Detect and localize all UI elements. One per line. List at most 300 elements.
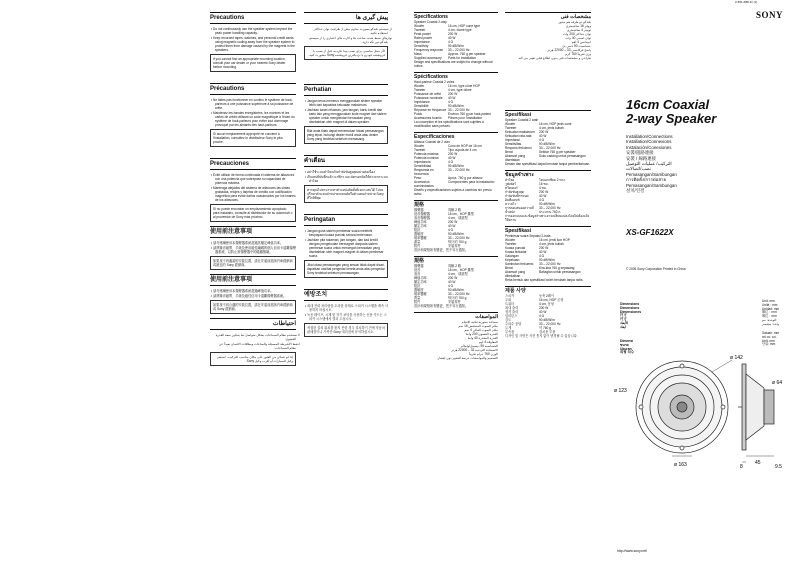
unit-label: الوحدة: مم xyxy=(762,317,777,322)
spec-key: Poids xyxy=(414,112,422,116)
product-title xyxy=(626,98,716,126)
dim-64: ø 64 xyxy=(772,380,783,386)
spec-key: 스피커 xyxy=(505,294,515,298)
spec-key: Aksesori yang dibekalkan xyxy=(505,270,526,278)
spec-line: مكبر الصوت العالي 4 سم xyxy=(464,328,498,332)
spec-list xyxy=(414,84,498,120)
unit-label: หน่วย: มม. xyxy=(762,334,777,339)
spec-key: 揚聲器 xyxy=(414,264,424,268)
sony-logo: SONY xyxy=(756,10,784,20)
spec-line: توییتر 4 سانتیمتری xyxy=(566,28,591,32)
spec-value: ประมาณ 760 ก. xyxy=(539,210,562,214)
dim-9-5: 9.5 xyxy=(775,464,782,470)
spec-line: الاستجابة الترددية 33 – 22000 هرتز xyxy=(451,348,498,352)
spec-key: Tweeter xyxy=(505,242,517,246)
spec-value: 33 – 22,000 Hz xyxy=(448,236,470,240)
spec-line: المعاوقة 4 أوم xyxy=(479,340,498,344)
spec-key: Sensitivitas xyxy=(505,142,522,146)
column-3 xyxy=(414,10,498,360)
dimensions-labels xyxy=(620,303,641,330)
spec-key: วูฟเฟอร์ xyxy=(505,182,517,186)
spec-value: 40 W xyxy=(539,134,547,138)
spec-note: 設計和規格如有變更，恕不另行通知。 xyxy=(414,304,469,308)
spec-key: Rated power xyxy=(414,36,433,40)
spec-key: 頻率響應 xyxy=(414,292,427,296)
spec-key: 高音揚聲器 xyxy=(414,216,430,220)
note-box: If you cannot find an appropriate mounting location, consult your car dealer or your nearest Sony dealer before mounting. xyxy=(210,54,296,72)
spec-key: Puissance nominale xyxy=(414,96,443,100)
bullet: • Mantenga alejados del sistema de altavoces las cintas grabadas, relojes y tarjetas de crédito con codificación magnética para evitar daños ocasionados por los imanes de los altavoces. xyxy=(211,186,296,202)
spec-key: Sensitivity xyxy=(414,44,429,48)
spec-value: 90 dB/W/m xyxy=(539,142,555,146)
precautions-heading-ko: 예방조치 xyxy=(304,289,388,301)
spec-note: Reka bentuk dan spesifikasi boleh berubah tanpa notis. xyxy=(505,278,584,282)
bullet: • อย่าใช้ระบบลำโพงเกินกำลังขับสูงสุดอย่างต่อเนื่อง xyxy=(305,170,375,174)
unit-label: Unidad: mm xyxy=(762,306,780,311)
spec-value: 4 cm, jenis kubah xyxy=(539,242,564,246)
language-item: Instalación/Conexiones xyxy=(626,144,672,150)
spec-value: 40 W xyxy=(448,36,456,40)
spec-key: Kepekaan xyxy=(505,258,520,262)
precautions-heading-fr: Précautions xyxy=(210,83,296,95)
title-line-2: 2-way Speaker xyxy=(626,111,717,126)
spec-list xyxy=(505,122,591,162)
dimensions-label: ابعاد xyxy=(620,324,627,329)
spec-value: 4 Ω xyxy=(539,254,545,258)
bullet: لا تستخدم نظام السماعات بشكل متواصل بما يتجاوز سعة القدرة القصوى. xyxy=(215,333,300,341)
column-1 xyxy=(210,10,300,370)
bullet: • Do not continuously use the speaker system beyond the peak power handling capacity. xyxy=(211,27,293,35)
note-box: 적절한 설치 위치를 찾지 못한 경우 설치하기 전에 자동차 판매점이나 가까운 Sony 대리점에 문의하십시오. xyxy=(304,323,388,337)
spec-key: 최대 출력 xyxy=(505,306,519,310)
spec-key: 低音 xyxy=(414,268,421,272)
spec-row xyxy=(414,168,498,176)
spec-key: 額定功率 xyxy=(414,280,427,284)
unit-label: واحد: میلیمتر xyxy=(762,321,780,326)
spec-intro: Altavoz Coaxial de 2 vías xyxy=(414,140,450,144)
spec-key: Berat xyxy=(505,266,513,270)
dimensions-label: Dimensiones xyxy=(620,309,642,314)
spec-list xyxy=(414,320,498,356)
spec-value: Tipo cúpula de 4 cm xyxy=(448,148,477,152)
spec-value: 약 760 g xyxy=(539,326,551,330)
spec-value: Environ 760 g par haut-parleur xyxy=(448,112,492,116)
website-url[interactable]: http://www.sony.net/ xyxy=(617,549,648,553)
units-labels xyxy=(762,300,779,327)
spec-key: ลำโพง xyxy=(505,178,515,182)
dim-8: 8 xyxy=(740,464,743,470)
spec-value: 16 cm, HOP jenis cone xyxy=(539,122,572,126)
language-item: Pemasangan/Sambungan xyxy=(626,182,677,188)
spec-value: 4 cm, type dôme xyxy=(448,88,472,92)
spec-value: Sekitar 760 g per speaker xyxy=(539,150,576,154)
spec-value: 4 Ω xyxy=(448,40,454,44)
spec-key: Potencia máxima xyxy=(414,152,439,156)
spec-key: Sensibilité xyxy=(414,104,429,108)
spec-key: Impedancia xyxy=(414,160,431,164)
spec-value: Bahagian untuk pemasangan xyxy=(539,270,581,274)
spec-value: 4 Ω xyxy=(539,314,545,318)
spec-note: Diseño y especificaciones sujetos a cambios sin previo aviso. xyxy=(414,188,492,196)
dim-45: 45 xyxy=(755,460,761,466)
units-labels-2 xyxy=(762,332,779,347)
spec-key: Tweeter xyxy=(414,88,426,92)
precautions-heading-zh2: 使用前注意事項 xyxy=(210,274,296,286)
spec-value: 90 dB/W/m xyxy=(448,104,464,108)
spec-list xyxy=(414,24,498,60)
spec-value: 90 dB/W/m xyxy=(448,164,464,168)
bullet: • Jangan guna sistem pembesar suara melebihi keupayaan kuasa puncak secara berterusan. xyxy=(305,229,373,237)
spec-value: 90 dB/W/m xyxy=(539,202,555,206)
spec-key: Galangan xyxy=(505,254,519,258)
spec-key: Puissance de crête xyxy=(414,92,442,96)
spec-value: 200 W xyxy=(539,190,549,194)
spec-key: 高音 xyxy=(414,272,421,276)
bullet: • Jangan terus-menerus menggunakan sistem speaker lebih dari kapasitas kekuatan maksimum. xyxy=(305,99,383,107)
spec-list xyxy=(414,264,498,304)
note-box: Si aucun emplacement approprié ne convient à l'installation, consultez le distributeur Sony le plus proche. xyxy=(210,129,296,147)
spec-value: 4 Ω xyxy=(448,284,454,288)
spec-heading-th: ข้อมูลจำเพาะ xyxy=(505,170,591,178)
precautions-heading-fa: پیش گیری ها xyxy=(304,12,388,24)
spec-value: 33 – 22,000 Hz xyxy=(448,292,470,296)
spec-note: การออกแบบและข้อมูลจำเพาะอาจเปลี่ยนแปลงโดยไม่ต้องแจ้งให้ทราบ xyxy=(505,214,590,222)
spec-key: 阻抗 xyxy=(414,284,421,288)
spec-value: Aprox. 760 g por altavoz xyxy=(448,176,483,180)
spec-key: 峰值功率 xyxy=(414,220,427,224)
spec-key: 頻率響應 xyxy=(414,236,427,240)
bullet: • 請勿連續使用本揚聲器系統超過其額定峰值功率。 xyxy=(211,241,284,245)
spec-key: การตอบสนองความถี่ xyxy=(505,206,534,210)
precautions-heading-en: Precautions xyxy=(210,12,296,24)
column-2 xyxy=(304,10,392,341)
language-item: Installation/Connections xyxy=(626,134,673,139)
spec-note: Design and specifications are subject to change without notice. xyxy=(414,60,493,68)
spec-intro: Speaker Coaxial 2-way xyxy=(414,20,447,24)
title-line-1: 16cm Coaxial xyxy=(626,97,710,112)
bullet: احفظ الأشرطة المسجلة والساعات وبطاقات الائتمان بعيداً عن نظام السماعات. xyxy=(218,342,300,350)
spec-value: 동축 2웨이 xyxy=(539,294,554,298)
spec-key: อิมพีแดนซ์ xyxy=(505,198,520,202)
spec-line: القدرة القصوى 200 واط xyxy=(465,332,498,336)
bullet: • 請將錄音磁帶、手錶及使用磁性編碼的個人信用卡遠離揚聲器系統，以防止被揚聲器中的磁鐵損壞。 xyxy=(211,246,296,254)
spec-key: Peak power xyxy=(414,32,431,36)
spec-key: Sambutan frekuensi xyxy=(505,262,534,266)
spec-value: 4 cm, dome type xyxy=(448,28,472,32)
precautions-heading-zh: 使用前注意事項 xyxy=(210,226,296,238)
spec-value: Suku cadang untuk pemasangan xyxy=(539,154,586,158)
language-list xyxy=(626,134,677,193)
spec-key: Tweeter xyxy=(414,28,426,32)
spec-note: التصميم والمواصفات عرضة للتغيير دون إشعار. xyxy=(436,356,498,360)
unit-label: 單位：mm xyxy=(762,314,777,319)
spec-key: Frequency response xyxy=(414,48,444,52)
spec-value: 90 dB/W/m xyxy=(448,288,464,292)
spec-list xyxy=(505,178,591,214)
spec-key: Sensibilidad xyxy=(414,164,432,168)
spec-key: Woofer xyxy=(414,84,425,88)
spec-value: 설치용 부품 xyxy=(539,330,556,334)
spec-key: 阻抗 xyxy=(414,228,421,232)
spec-key: 임피던스 xyxy=(505,314,518,318)
spec-value: 200 W xyxy=(448,32,458,36)
dimensions-label: Dimensions xyxy=(620,302,640,306)
unit-label: 單位：mm xyxy=(762,310,777,315)
spec-key: Peso xyxy=(414,176,422,180)
spec-key: Supplied accessory xyxy=(414,56,442,60)
unit-label: Unit: mm xyxy=(762,338,775,343)
spec-value: 200 W xyxy=(448,92,458,96)
spec-value: 200 W xyxy=(448,152,458,156)
spec-key: 靈敏度 xyxy=(414,288,424,292)
language-item: Installation/Connexions xyxy=(626,139,672,145)
dim-123: ø 123 xyxy=(614,388,627,394)
spec-key: กำลังขับที่กำหนด xyxy=(505,194,529,198)
spec-key: Accessoires fournis xyxy=(414,116,442,120)
spec-key: 주파수 응답 xyxy=(505,322,522,326)
spec-value: 90 dB/W/m xyxy=(539,258,555,262)
spec-key: Tweeter xyxy=(414,148,426,152)
spec-value: 90 dB/W/m xyxy=(448,44,464,48)
spec-key: Berat xyxy=(505,150,513,154)
spec-value: Componentes para la instalación xyxy=(448,180,495,184)
spec-intro: Speaker Coaxial 2 arah xyxy=(505,118,539,122)
spec-key: 重量 xyxy=(414,240,421,244)
spec-key: น้ำหนัก xyxy=(505,210,516,214)
spec-key: Aksesori yang disertakan xyxy=(505,154,526,162)
bullet: • เก็บเทปที่บันทึกแล้ว นาฬิกา และบัตรเครดิตให้ห่างจากระบบลำโพง xyxy=(305,175,388,183)
spec-value: 40 W xyxy=(448,280,456,284)
bullet: از سیستم بلندگو بصورت مداوم بیش از ظرفیت توان حداکثر استفاده نکنید. xyxy=(313,27,392,35)
precautions-heading-ms: Peringatan xyxy=(304,214,388,226)
spec-value: 33 – 22,000 Hz xyxy=(539,322,561,326)
spec-value: 33 – 22 000 Hz xyxy=(448,108,470,112)
spec-value: 4 cm，球頂型 xyxy=(448,216,468,220)
spec-value: 4 cm，球頂型 xyxy=(448,272,468,276)
spec-line: توان اسمی 40 وات xyxy=(565,36,591,40)
bullet: • Jauhkan kaset rekaman, jam tangan, kartu kredit dan kartu lain yang menggunakan kode magnet dari sistem speaker untuk menghindari kerusakan yang disebabkan oleh magnet di dalam speaker. xyxy=(305,108,387,124)
spec-line: توان حداکثر 200 وات xyxy=(563,32,591,36)
spec-note: طراحی و مشخصات فنی بدون اطلاع قبلی تغییر می کند. xyxy=(517,56,591,60)
dimensions-label: 尺寸 xyxy=(620,317,627,322)
spec-list xyxy=(414,208,498,248)
spec-value: 4 cm, jenis kubah xyxy=(539,126,564,130)
spec-key: Tweeter xyxy=(505,126,517,130)
note-box: Bila anda tidak dapat menemukan lokasi pemasangan yang tepat, hubungi dealer mobil anda atau dealer Sony yang terdekat sebelum memasang. xyxy=(304,126,388,144)
spec-value: 200 W xyxy=(539,246,549,250)
precautions-heading-ar: احتياطات xyxy=(210,318,296,330)
spec-value: 200 W xyxy=(539,306,549,310)
spec-key: ทวีตเตอร์ xyxy=(505,186,518,190)
spec-note: 디자인 및 사양은 사전 통지 없이 변경될 수 있습니다. xyxy=(505,334,578,338)
spec-key: 額定功率 xyxy=(414,224,427,228)
spec-value: 33 – 22.000 Hz xyxy=(448,168,470,172)
spec-key: Accesorios suministrados xyxy=(414,180,434,188)
spec-value: 33 – 22,000 Hz xyxy=(539,262,561,266)
spec-value: 4 Ω xyxy=(448,100,454,104)
bullet: • Evite utilizar de forma continuada el sistema de altavoces con una potencia que sobrepase su capacidad de potencia máxima. xyxy=(211,173,295,185)
spec-intro: Haut-parleur Coaxial 2 voies xyxy=(414,80,455,84)
spec-value: 40 W xyxy=(448,224,456,228)
spec-list xyxy=(505,20,591,56)
precautions-heading-id: Perhatian xyxy=(304,84,388,96)
spec-value: 40 W xyxy=(539,194,547,198)
spec-key: 부속품 xyxy=(505,330,515,334)
spec-heading-id: Spesifikasi xyxy=(505,110,591,118)
speaker-front-view xyxy=(636,361,728,453)
spec-value: 40 W xyxy=(448,96,456,100)
spec-heading-ms: Spesifikasi xyxy=(505,226,591,234)
note-box: Jika lokasi pemasangan yang sesuai tidak dapat dicari, dapatkan nasihat pengedar kereta anda atau pengedar Sony terdekat sebelum pemasangan. xyxy=(304,260,388,278)
spec-key: ความไว xyxy=(505,202,517,206)
spec-value: 4 ซม. xyxy=(539,186,547,190)
spec-key: 무게 xyxy=(505,326,512,330)
spec-value: 40 W xyxy=(448,156,456,160)
spec-line: سماعة محورية ثنائية الاتجاه xyxy=(462,320,498,324)
unit-label: 단위: mm xyxy=(762,342,776,347)
unit-label: Unité : mm xyxy=(762,302,778,307)
spec-key: 우퍼 xyxy=(505,298,512,302)
spec-value: 40 W xyxy=(539,310,547,314)
spec-key: 質量 xyxy=(414,296,421,300)
spec-value: 同軸 2 路 xyxy=(448,208,462,212)
spec-key: 峰值功率 xyxy=(414,276,427,280)
spec-heading-es: Especificaciones xyxy=(414,132,498,140)
spec-row xyxy=(414,180,498,188)
dimensions-label: Dimensi xyxy=(620,339,634,343)
spec-key: Potencia nominal xyxy=(414,156,439,160)
dimensions-label: 尺寸 xyxy=(620,313,627,318)
dimensions-label: Ukuran xyxy=(620,346,632,351)
column-4 xyxy=(505,10,591,338)
spec-heading-en: Specifications xyxy=(414,12,498,20)
spec-row xyxy=(505,154,591,162)
dimensions-label: Dimensions xyxy=(620,305,640,310)
spec-key: Woofer xyxy=(414,144,425,148)
spec-key: 靈敏度 xyxy=(414,232,424,236)
language-item: 安裝 / 線路連接 xyxy=(626,155,657,161)
spec-line: ووفر 16 سانتیمتری xyxy=(565,24,591,28)
spec-value: 每只約 760 g xyxy=(448,296,467,300)
spec-value: Pièces pour l'installation xyxy=(448,116,483,120)
spec-key: Respuesta en frecuencia xyxy=(414,168,434,176)
spec-key: Woofer xyxy=(414,24,425,28)
model-number: XS-GF1622X xyxy=(626,228,674,237)
spec-value: 安裝零件 xyxy=(448,244,461,248)
spec-key: 정격 출력 xyxy=(505,310,519,314)
spec-key: กำลังขับสูงสุด xyxy=(505,190,524,194)
spec-list xyxy=(505,238,591,278)
spec-heading-ar: المواصفات xyxy=(414,312,498,320)
spec-key: 揚聲器 xyxy=(414,208,424,212)
bullet: • Ne faites pas fonctionner en continu le système de haut-parleurs à une puissance supérieure à sa puissance de crête. xyxy=(211,98,294,110)
spec-value: 90 dB/W/m xyxy=(539,318,555,322)
language-item: 설치/연결 xyxy=(626,188,645,194)
bullet: • 請將錄音磁帶、手錶及磁性信用卡遠離揚聲器系統。 xyxy=(211,294,287,298)
spec-key: 低音揚聲器 xyxy=(414,212,430,216)
spec-value: 200 W xyxy=(448,220,458,224)
spec-key: 附件 xyxy=(414,244,421,248)
spec-value: Parts for installation xyxy=(448,56,476,60)
speaker-dimension-drawing xyxy=(612,352,792,472)
spec-heading-ko: 제품 사양 xyxy=(505,286,591,294)
copyright: © 2005 Sony Corporation Printed in China xyxy=(626,267,686,271)
spec-key: Mass xyxy=(414,52,422,56)
spec-key: Kekuatan rata-rata xyxy=(505,134,532,138)
spec-value: 90 dB/W/m xyxy=(448,232,464,236)
spec-value: 16 cm，HOP 錐型 xyxy=(448,268,474,272)
spec-key: Kuasa terkadar xyxy=(505,250,527,254)
speaker-side-view xyxy=(738,364,774,450)
note-box: اگر محل مناسبی برای نصب پیدا نکردید، قبل از نصب با فروشنده خودرو یا نزدیکترین فروشنده Sony مشورت کنید. xyxy=(304,46,388,60)
spec-note: La conception et les spécifications sont sujettes à modification sans préavis. xyxy=(414,120,484,128)
bullet: • 녹음 테이프, 시계 및 자기 코딩을 사용하는 신용 카드는 스피커 시스템에서 멀리 두십시오. xyxy=(305,313,387,321)
spec-list xyxy=(505,294,591,334)
spec-key: Respons frekuensi xyxy=(505,146,532,150)
spec-note: Desain dan spesifikasi dapat berubah tanpa pemberitahuan. xyxy=(505,162,591,166)
spec-line: وزن تقریباً 760 گرم xyxy=(565,52,591,56)
spec-key: Réponse en fréquence xyxy=(414,108,447,112)
bullet: • Keep recorded tapes, watches, and personal credit cards using magnetic coding away from the speaker system to protect them from damage caused by the magnets in the speakers. xyxy=(211,36,295,52)
spec-value: 4 Ω xyxy=(448,160,454,164)
spec-value: Approx. 760 g per speaker xyxy=(448,52,486,56)
spec-line: القدرة المقدرة 40 واط xyxy=(467,336,498,340)
doc-code: 2-651-688-11 (1) xyxy=(735,0,758,4)
spec-value: 每只約 760 g xyxy=(448,240,467,244)
dimensions-label: ขนาด xyxy=(620,342,629,347)
spec-value: 33 – 22.000 Hz xyxy=(539,146,561,150)
spec-line: امپدانس 4 اهم xyxy=(571,40,591,44)
bullet: • Jauhkan pita rakaman, jam tangan, dan kad kredit dengan pengekodan bermagnet daripada sistem pembesar suara untuk mencegah kerosakan yang disebabkan oleh magnet-magnet di dalam pembesar suara. xyxy=(305,238,384,258)
spec-heading-zh2: 規格 xyxy=(414,256,498,264)
spec-value: 16 cm, jenis kon HOP xyxy=(539,238,570,242)
spec-value: 40 W xyxy=(539,250,547,254)
bullet: • 請勿連續使用本揚聲器系統超過峰值功率。 xyxy=(211,289,274,293)
dim-142: ø 142 xyxy=(730,355,743,361)
spec-key: 감도 xyxy=(505,318,512,322)
note-box: 如果找不到適當的安裝位置，請在安裝前諮詢汽車經銷商或最近的 Sony 經銷商。 xyxy=(210,256,296,270)
precautions-heading-th: คำเตือน xyxy=(304,155,388,167)
spec-value: 4 Ω xyxy=(448,228,454,232)
precautions-heading-es: Precauciones xyxy=(210,158,296,170)
spec-note: 設計和規格如有變更，恕不另行通知。 xyxy=(414,248,469,252)
language-item: نصب/اتصالات xyxy=(626,166,651,172)
language-item: 安裝/阻路連接 xyxy=(626,150,654,156)
spec-value: 16 cm, type cône HOP xyxy=(448,84,481,88)
spec-value: โคแอกเชียล 2 ทาง xyxy=(539,178,565,182)
spec-line: بلندگو دو طرفه هم محور xyxy=(558,20,591,24)
spec-key: Impedansi xyxy=(505,138,520,142)
spec-value: 4 Ω xyxy=(539,198,545,202)
spec-list xyxy=(414,144,498,188)
unit-label: Satuan: mm xyxy=(762,331,780,335)
dim-163: ø 163 xyxy=(674,462,687,468)
spec-line: حساسیت 90 دسی بل xyxy=(562,44,591,48)
bullet: • Maintenez les bandes enregistrées, les montres et les cartes de crédit utilisant un code magnétique à l'écart du système de haut-parleurs pour éviter tout dommage provoqué par les aimants des haut-parleurs. xyxy=(211,111,295,127)
note-box: หากคุณไม่สามารถหาตำแหน่งติดตั้งที่เหมาะสมได้ โปรดปรึกษาตัวแทนจำหน่ายรถยนต์หรือตัวแทนจำหน่าย Sony ที่ใกล้ที่สุด xyxy=(304,185,388,203)
spec-key: Impédance xyxy=(414,100,430,104)
language-item: التركيب/ عمليات التوصيل xyxy=(626,161,672,167)
spec-line: الحساسية 90 ديسيبل/واط/م xyxy=(460,344,498,348)
language-item: การติดตั้ง/การต่อสาย xyxy=(626,177,667,183)
spec-value: 16 ซม. xyxy=(539,182,549,186)
note-box: إذا لم تتمكن من العثور على مكان مناسب للتركيب، استشر وكيل السيارات أو أقرب وكيل Sony. xyxy=(210,352,296,366)
bullet: نوارهای ضبط شده، ساعت ها و کارت های اعتباری را از سیستم بلندگو دور نگه دارید. xyxy=(309,36,392,44)
spec-key: Woofer xyxy=(505,238,516,242)
spec-value: 33 – 22,000 Hz xyxy=(539,206,561,210)
spec-value: 16 cm, HOP cone type xyxy=(448,24,481,28)
spec-value: Cono de HOP de 16 cm xyxy=(448,144,482,148)
